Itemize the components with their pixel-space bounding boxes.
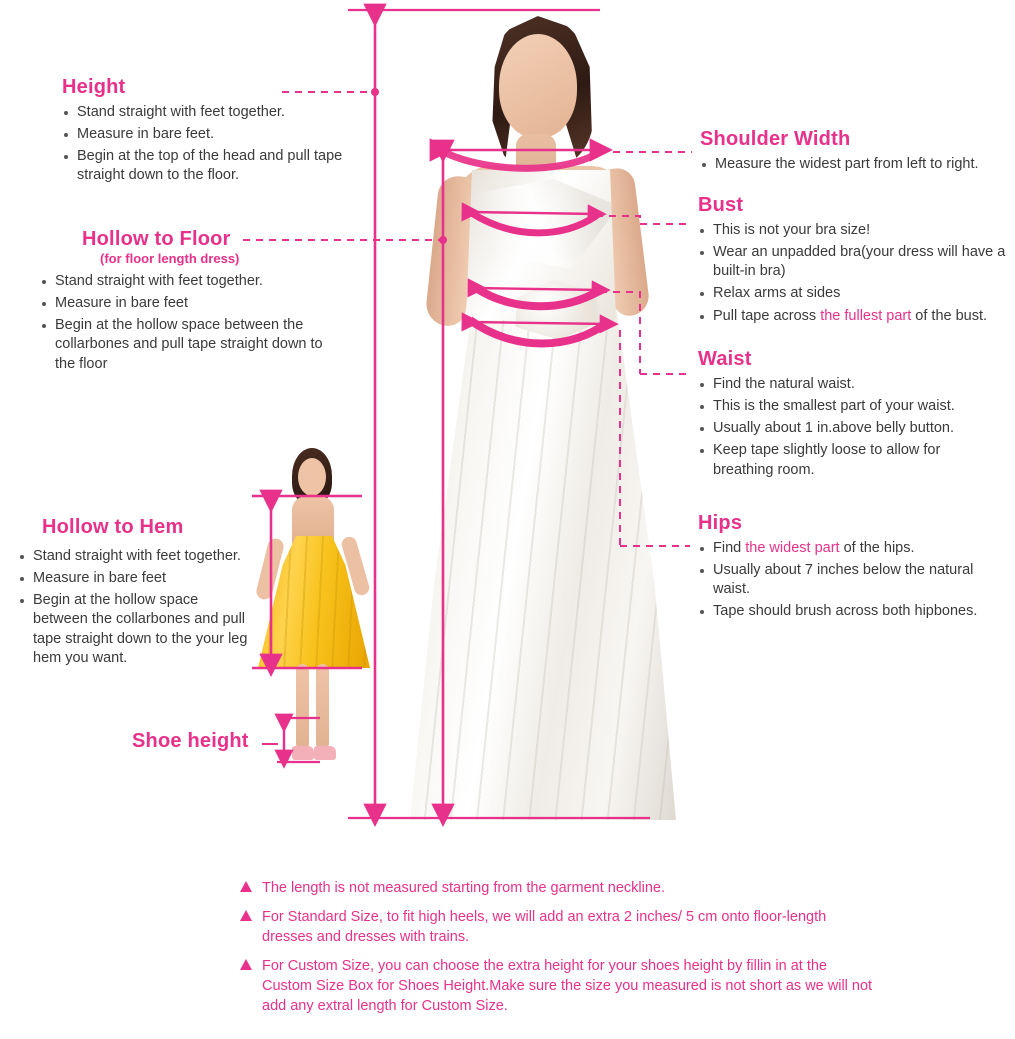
section-hollow-to-floor-subtitle: (for floor length dress) (100, 251, 240, 266)
list-item: Begin at the hollow space between the collarbones and pull tape straight down to the floor (40, 316, 340, 373)
section-hollow-to-floor-title: Hollow to Floor (82, 228, 231, 250)
shoe-height-text: Shoe height (132, 730, 249, 752)
list-item: Measure in bare feet. (62, 125, 362, 144)
short-dress-figure-illustration (244, 440, 382, 770)
section-height-list (62, 103, 362, 186)
list-item: This is the smallest part of your waist. (698, 397, 998, 416)
section-hips-title: Hips (698, 512, 743, 534)
section-shoulder-width (700, 128, 1010, 177)
section-hollow-to-hem (18, 516, 250, 671)
list-item-bust-fullest: Pull tape across the fullest part of the bust. (698, 307, 1010, 326)
list-item: Relax arms at sides (698, 284, 1010, 303)
small-figure-right-shoe (314, 746, 336, 760)
list-item: Measure in bare feet (40, 294, 340, 313)
note-text: For Standard Size, to fit high heels, we will add an extra 2 inches/ 5 cm onto floor-length dresses and dresses with trains. (262, 909, 827, 945)
list-item: Keep tape slightly loose to allow for breathing room. (698, 441, 998, 479)
shoe-height-label (132, 730, 249, 753)
list-item: Measure the widest part from left to right. (700, 155, 1010, 174)
note-item (240, 956, 880, 1016)
small-figure-head (298, 458, 326, 496)
section-bust (698, 194, 1010, 329)
list-item: Stand straight with feet together. (40, 272, 340, 291)
section-shoulder-width-list (700, 155, 1010, 174)
figure-head (499, 34, 577, 138)
section-hollow-to-floor (40, 228, 340, 377)
section-hips (698, 512, 1008, 625)
bride-figure-illustration (398, 8, 688, 820)
section-hollow-to-floor-list (40, 272, 340, 374)
section-bust-title: Bust (698, 194, 744, 216)
list-item: Wear an unpadded bra(your dress will have a built-in bra) (698, 243, 1010, 281)
section-bust-list (698, 221, 1010, 326)
list-item: Tape should brush across both hipbones. (698, 602, 1008, 621)
section-hollow-to-hem-list (18, 547, 250, 668)
warning-triangle-icon (240, 959, 252, 970)
section-hips-list (698, 539, 1008, 622)
section-height-title: Height (62, 76, 126, 98)
note-item (240, 907, 880, 947)
list-item-hips-widest: Find the widest part of the hips. (698, 539, 1008, 558)
footer-notes (240, 878, 880, 1025)
small-figure-right-leg (316, 664, 329, 750)
section-waist (698, 348, 998, 483)
small-figure-left-leg (296, 664, 309, 750)
list-item: Measure in bare feet (18, 569, 250, 588)
warning-triangle-icon (240, 910, 252, 921)
section-waist-title: Waist (698, 348, 752, 370)
warning-triangle-icon (240, 881, 252, 892)
small-figure-left-shoe (292, 746, 314, 760)
list-item: Find the natural waist. (698, 375, 998, 394)
list-item: Begin at the hollow space between the collarbones and pull tape straight down to the your leg hem you want. (18, 591, 250, 668)
list-item: Usually about 7 inches below the natural waist. (698, 561, 1008, 599)
section-waist-list (698, 375, 998, 480)
list-item: This is not your bra size! (698, 221, 1010, 240)
section-hollow-to-hem-title: Hollow to Hem (42, 516, 184, 538)
section-height (62, 76, 362, 189)
list-item: Stand straight with feet together. (18, 547, 250, 566)
note-text: For Custom Size, you can choose the extra height for your shoes height by fillin in at the Custom Size Box for Shoes Height.Make sure the size you measured is not short as we will not add any extral length for Custom Size. (262, 958, 873, 1014)
note-text: The length is not measured starting from the garment neckline. (262, 880, 665, 896)
note-item (240, 878, 880, 898)
list-item: Begin at the top of the head and pull tape straight down to the floor. (62, 147, 362, 185)
section-shoulder-width-title: Shoulder Width (700, 128, 851, 150)
list-item: Usually about 1 in.above belly button. (698, 419, 998, 438)
list-item: Stand straight with feet together. (62, 103, 362, 122)
